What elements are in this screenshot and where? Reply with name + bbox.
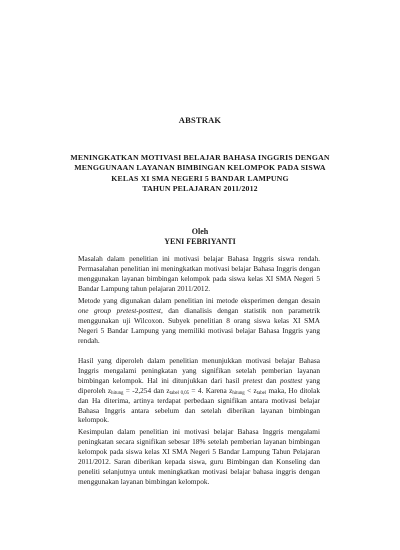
abstract-heading: ABSTRAK: [178, 115, 222, 125]
abstract-paragraph-1: Masalah dalam penelitian ini motivasi belajar Bahasa Inggris siswa rendah. Permasalahan penelitian ini meningkatkan motivasi belajar Bahasa Inggris dengan menggunakan layanan bimbingan kelompok pada siswa kelas XI SMA Negeri 5 Bandar Lampung tahun pelajaran 2011/2012.: [78, 254, 320, 293]
abstract-paragraph-2: [78, 296, 320, 346]
paragraph-3-text-5: = 4. Karena z: [189, 385, 233, 395]
title-line-1: MENINGKATKAN MOTIVASI BELAJAR BAHASA INGGRIS DENGAN: [70, 153, 330, 162]
research-design-term: one group pretest-posttest: [78, 305, 161, 315]
paragraph-3-text-1: Hasil yang diperoleh dalam penelitian menunjukkan motivasi belajar Bahasa Inggris mengalami peningkatan yang signifikan setelah pemberian layanan bimbingan kelompok. Hal ini ditunjukkan dari hasil: [78, 356, 320, 385]
abstract-paragraph-4: Kesimpulan dalam penelitian ini motivasi belajar Bahasa Inggris mengalami peningkatan secara signifikan sebesar 18% setelah pemberian layanan bimbingan kelompok pada siswa kelas XI SMA Negeri 5 Bandar Lampung Tahun Pelajaran 2011/2012. Saran diberikan kepada siswa, guru Bimbingan dan Konseling dan peneliti selanjutnya untuk meningkatkan motivasi belajar bahasa inggris dengan menggunakan layanan bimbingan kelompok.: [78, 427, 320, 486]
title-line-3: KELAS XI SMA NEGERI 5 BANDAR LAMPUNG: [111, 173, 289, 183]
paragraph-3-text-3: yang diperoleh z: [78, 375, 321, 395]
paragraph-2-text-b: , dan dianalisis dengan statistik non parametrik menggunakan uji Wilcoxon. Subyek penelitian 8 orang siswa kelas XI SMA Negeri 5 Bandar Lampung yang memiliki motivasi belajar Bahasa Inggris yang rendah.: [78, 305, 320, 345]
paragraph-2-text-a: Metode yang digunakan dalam penelitian ini metode eksperimen dengan desain: [78, 296, 320, 305]
z-tabel-subscript-1: tabel 0,05: [169, 390, 190, 396]
title-line-4: TAHUN PELAJARAN 2011/2012: [142, 184, 258, 194]
z-hitung-subscript-2: hitung: [232, 390, 245, 396]
author-name: YENI FEBRIYANTI: [164, 237, 236, 246]
paragraph-3-text-2: dan: [262, 375, 281, 385]
thesis-title: [0, 153, 400, 195]
author-block: [0, 227, 400, 247]
paragraph-3-text-6: < z: [244, 385, 257, 395]
paragraph-3-text-4: = -2,254 dan z: [123, 385, 170, 395]
posttest-term: posttest: [280, 375, 303, 385]
title-line-2: MENGGUNAAN LAYANAN BIMBINGAN KELOMPOK PADA SISWA: [74, 163, 326, 173]
abstract-paragraph-3: [78, 356, 320, 425]
by-label: Oleh: [191, 227, 209, 236]
z-tabel-subscript-2: tabel: [256, 390, 267, 396]
paragraph-3-text-7: maka, Ho ditolak dan Ha diterima, artinya terdapat perbedaan signifikan antara motivasi belajar Bahasa Inggris antara sebelum dan setelah diberikan layanan bimbingan kelompok.: [78, 385, 320, 425]
z-hitung-subscript-1: hitung: [111, 390, 124, 396]
pretest-term: pretest: [242, 375, 263, 385]
